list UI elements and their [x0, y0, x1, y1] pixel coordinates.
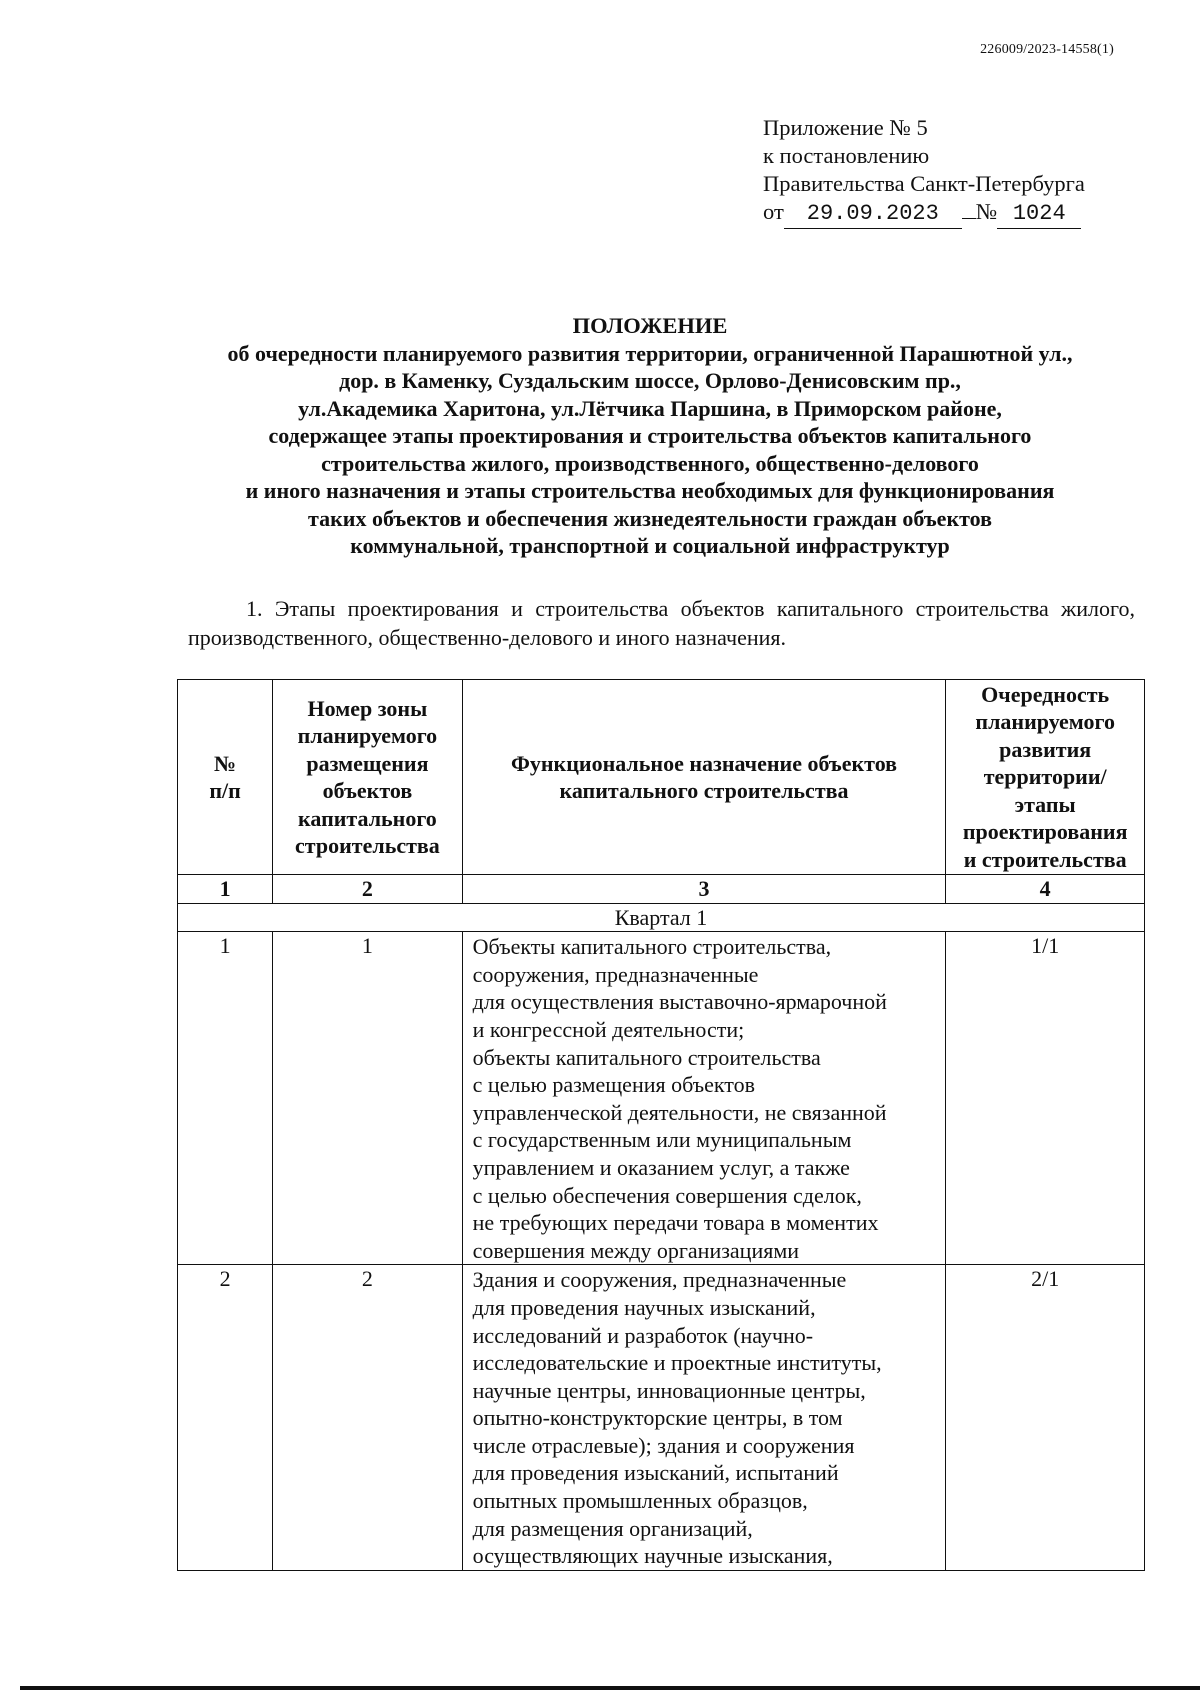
- header-stage: Очередность планируемого развития территории/ этапы проектирования и строительства: [946, 680, 1145, 875]
- appendix-resolution: к постановлению: [763, 143, 930, 168]
- row-stage: 1/1: [946, 932, 1145, 1265]
- title-line: таких объектов и обеспечения жизнедеятельности граждан объектов: [308, 505, 992, 531]
- resolution-number: 1024: [997, 200, 1081, 229]
- header-number: № п/п: [178, 680, 273, 875]
- row-zone: 1: [273, 932, 462, 1265]
- table-row: [178, 932, 1145, 1265]
- row-description: Объекты капитального строительства, сооружения, предназначенные для осуществления выставочно-ярмарочной и конгрессной деятельности; объекты капитального строительства с целью размещения объектов управленческой деятельности, не связанной с государственным или муниципальным управлением и оказанием услуг, а также с целью обеспечения совершения сделок, не требующих передачи товара в моментих совершения между организациями: [462, 932, 946, 1265]
- row-description: Здания и сооружения, предназначенные для проведения научных изысканий, исследований и разработок (научно- исследовательские и проектные институты, научные центры, инновационные центры, опытно-конструкторские центры, в том числе отраслевые); здания и сооружения для проведения изысканий, испытаний опытных промышленных образцов, для размещения организаций, осуществляющих научные изыскания,: [462, 1265, 946, 1571]
- row-zone: 2: [273, 1265, 462, 1571]
- title-line: и иного назначения и этапы строительства необходимых для функционирования: [245, 478, 1055, 503]
- column-number: 1: [178, 875, 273, 904]
- scan-bottom-edge: [20, 1686, 1200, 1690]
- appendix-government: Правительства Санкт-Петербурга: [763, 171, 1085, 196]
- title-line: ул.Академика Харитона, ул.Лётчика Паршина, в Приморском районе,: [298, 395, 1002, 421]
- column-number: 4: [946, 875, 1145, 904]
- intro-paragraph: 1. Этапы проектирования и строительства объектов капитального строительства жилого, производственного, общественно-делового и иного назначения.: [188, 596, 1135, 650]
- title-line: об очередности планируемого развития территории, ограниченной Парашютной ул.,: [227, 340, 1073, 366]
- appendix-block: [763, 114, 1085, 229]
- row-number: 2: [178, 1265, 273, 1571]
- appendix-date-line: [763, 198, 1085, 229]
- document-id: 226009/2023-14558(1): [980, 42, 1114, 57]
- stages-table: [177, 679, 1145, 1571]
- column-number-row: [178, 875, 1145, 904]
- column-number: 3: [462, 875, 946, 904]
- section-label: Квартал 1: [178, 903, 1145, 932]
- appendix-number: Приложение № 5: [763, 115, 928, 140]
- table-header-row: [178, 680, 1145, 875]
- document-title: [150, 312, 1150, 560]
- title-line: дор. в Каменку, Суздальским шоссе, Орлово-Денисовским пр.,: [339, 368, 961, 393]
- column-number: 2: [273, 875, 462, 904]
- row-stage: 2/1: [946, 1265, 1145, 1571]
- section-row: [178, 903, 1145, 932]
- number-label: №: [975, 199, 998, 224]
- title-line: содержащее этапы проектирования и строительства объектов капитального: [268, 423, 1032, 448]
- title-line: строительства жилого, производственного, общественно-делового: [321, 450, 979, 476]
- header-purpose: Функциональное назначение объектов капитального строительства: [462, 680, 946, 875]
- resolution-date: 29.09.2023: [784, 200, 962, 229]
- title-heading: ПОЛОЖЕНИЕ: [572, 313, 728, 338]
- title-line: коммунальной, транспортной и социальной инфраструктур: [350, 533, 950, 558]
- row-number: 1: [178, 932, 273, 1265]
- header-zone: Номер зоны планируемого размещения объектов капитального строительства: [273, 680, 462, 875]
- table-row: [178, 1265, 1145, 1571]
- from-label: от: [763, 199, 784, 224]
